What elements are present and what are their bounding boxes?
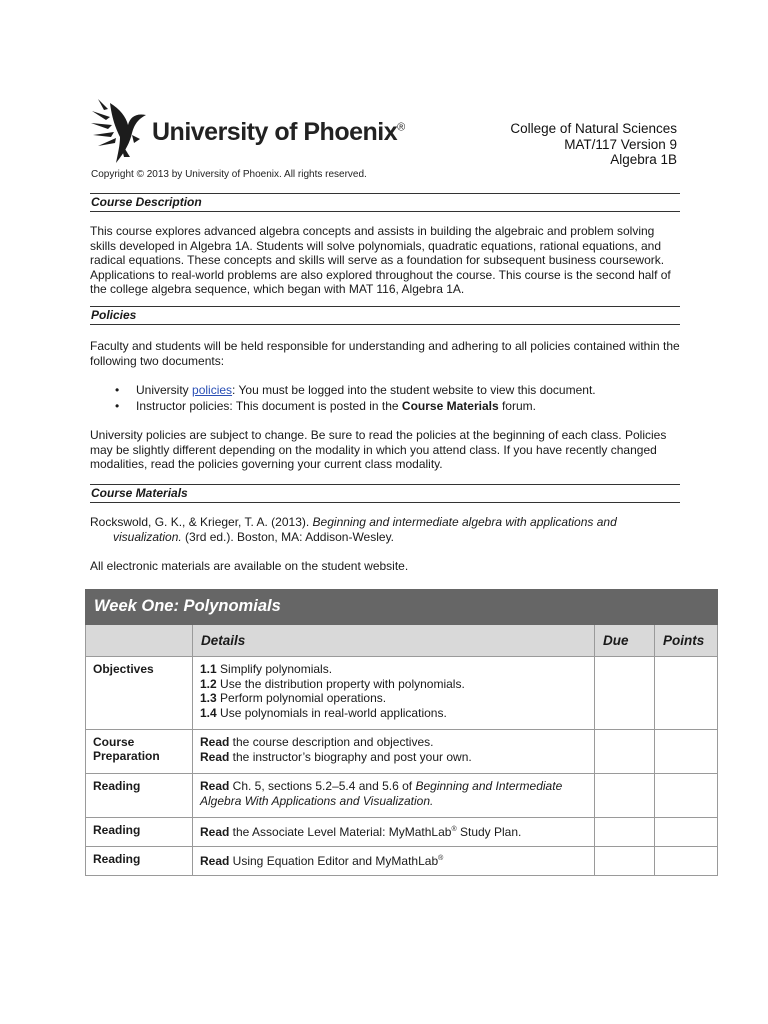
phoenix-bird-icon [90,95,148,165]
due-cell [595,847,655,876]
week-one-table [85,589,718,876]
objectives-label: Objectives [86,657,193,730]
policies-link[interactable]: policies [192,383,233,397]
policies-heading: Policies [90,306,680,325]
registered-mark: ® [397,121,405,134]
table-row [86,818,718,847]
policies-note: University policies are subject to change. Be sure to read the policies at the beginning of each class. Policies may be slightly different depending on the modality in which you attend class. If you have recently changed modalities, read the policies governing your current class modality. [90,428,667,471]
course-preparation-label: Course Preparation [86,730,193,774]
list-item: • University policies: You must be logged into the student website to view this document. [112,382,692,398]
week-title: Week One: Polynomials [86,590,718,625]
reading-details: Read Ch. 5, sections 5.2–5.4 and 5.6 of Beginning and Intermediate Algebra With Applications and Visualization. [193,774,595,818]
due-cell [595,730,655,774]
reading-label: Reading [86,774,193,818]
copyright-notice: Copyright © 2013 by University of Phoenix. All rights reserved. [91,169,367,180]
list-item: 1.1 Simplify polynomials. [200,662,333,676]
list-item: 1.3 Perform polynomial operations. [200,691,387,705]
policies-intro: Faculty and students will be held responsible for understanding and adhering to all policies contained within the following two documents: [90,339,680,368]
table-header-row [86,625,718,657]
policies-list [112,382,692,414]
blank-header [86,625,193,657]
course-preparation-details: Read the course description and objectives. Read the instructor’s biography and post your own. [193,730,595,774]
course-description-heading: Course Description [90,193,680,212]
due-header: Due [595,625,655,657]
details-header: Details [193,625,595,657]
points-header: Points [655,625,718,657]
university-logo [90,95,405,165]
table-row [86,730,718,774]
points-cell [655,657,718,730]
points-cell [655,730,718,774]
objectives-list [193,657,595,730]
points-cell [655,774,718,818]
reading-label: Reading [86,847,193,876]
electronic-materials-note: All electronic materials are available on the student website. [90,559,409,573]
table-row [86,774,718,818]
due-cell [595,774,655,818]
points-cell [655,847,718,876]
list-item: 1.4 Use polynomials in real-world applications. [200,705,447,720]
due-cell [595,818,655,847]
textbook-reference: Rockswold, G. K., & Krieger, T. A. (2013). Beginning and intermediate algebra with applications and visualization. (3rd ed.). Boston, MA: Addison-Wesley. [90,515,617,544]
college-name: College of Natural Sciences [510,121,677,136]
reading-details: Read Using Equation Editor and MyMathLab® [193,847,595,876]
course-name: Algebra 1B [610,152,677,167]
course-materials-heading: Course Materials [90,484,680,503]
logo-wordmark: University of Phoenix® [152,117,405,146]
list-item: 1.2 Use the distribution property with polynomials. [200,676,465,691]
reading-details: Read the Associate Level Material: MyMathLab® Study Plan. [193,818,595,847]
reading-label: Reading [86,818,193,847]
course-identity [510,121,677,168]
course-description-text: This course explores advanced algebra concepts and assists in building the algebraic and problem solving skills developed in Algebra 1A. Students will solve polynomials, quadratic equations, rational equations, and radical equations. These concepts and skills will serve as a foundation for subsequent business coursework. Applications to real-world problems are also explored throughout the course. This course is the second half of the college algebra sequence, which began with MAT 116, Algebra 1A. [90,224,671,296]
course-code: MAT/117 Version 9 [564,136,677,152]
points-cell [655,818,718,847]
due-cell [595,657,655,730]
table-row [86,657,718,730]
table-row [86,847,718,876]
list-item: • Instructor policies: This document is posted in the Course Materials forum. [112,398,692,414]
